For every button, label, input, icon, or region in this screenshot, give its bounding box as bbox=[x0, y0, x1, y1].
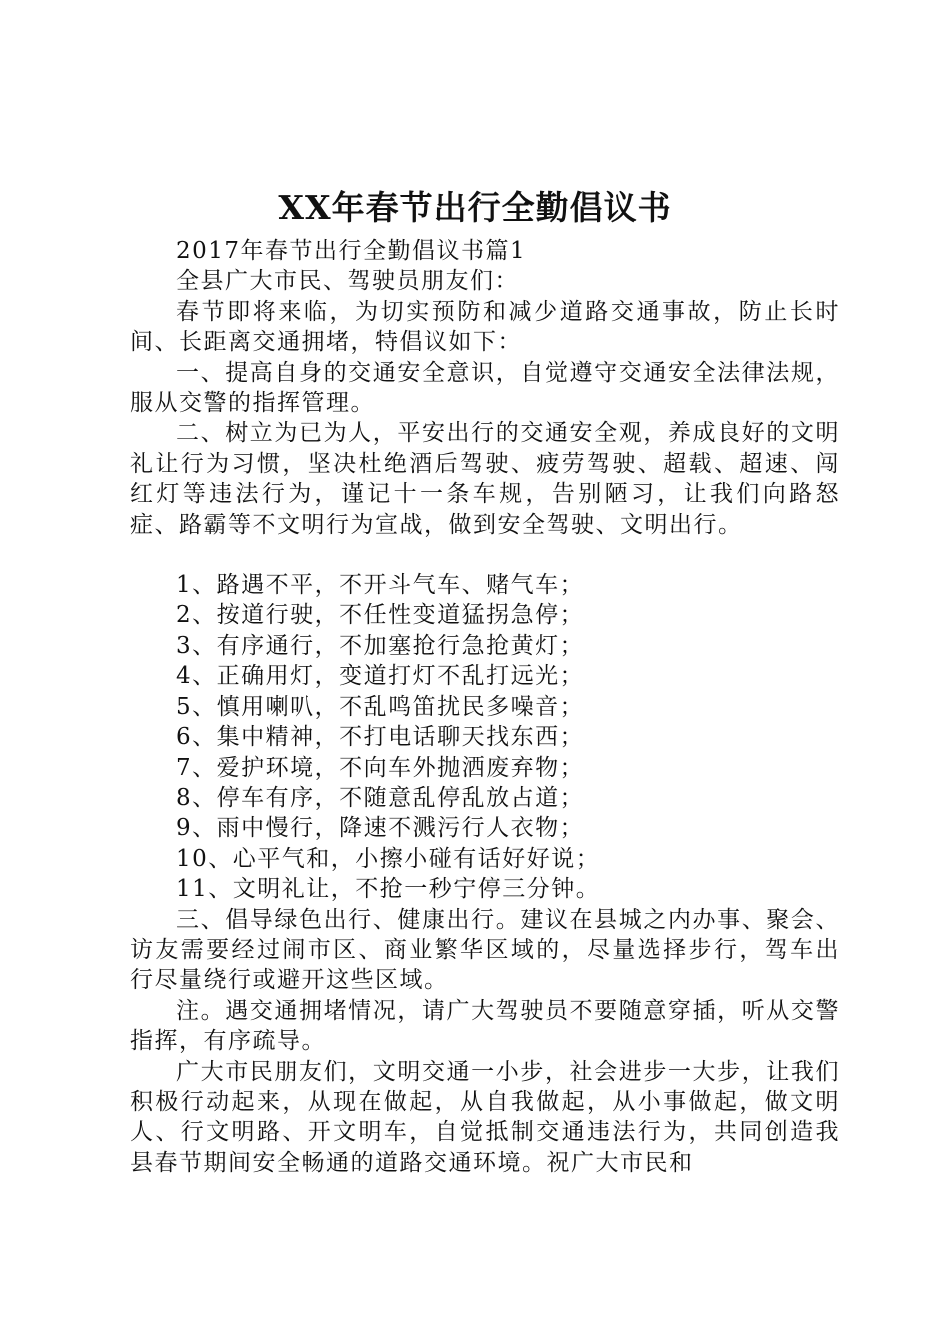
rule-item: 6、集中精神，不打电话聊天找东西； bbox=[176, 724, 585, 751]
closing-paragraph: 广大市民朋友们，文明交通一小步，社会进步一大步，让我们积极行动起来，从现在做起，从自我做起，从小事做起，做文明人、行文明路、开文明车，自觉抵制交通违法行为，共同创造我县春节期间安全畅通的道路交通环境。祝广大市民和 bbox=[130, 1058, 840, 1176]
rule-item: 1、路遇不平，不开斗气车、赌气车； bbox=[176, 572, 585, 599]
paragraph-spacer bbox=[130, 540, 840, 570]
rule-item: 10、心平气和，小擦小碰有话好好说； bbox=[176, 845, 601, 872]
salutation: 全县广大市民、驾驶员朋友们： bbox=[176, 268, 519, 295]
document-title: XX年春节出行全勤倡议书 bbox=[278, 188, 672, 227]
intro-paragraph: 春节即将来临，为切实预防和减少道路交通事故，防止长时间、长距离交通拥堵，特倡议如下： bbox=[130, 298, 840, 356]
note-paragraph: 注。遇交通拥堵情况，请广大驾驶员不要随意穿插，听从交警指挥，有序疏导。 bbox=[130, 997, 840, 1055]
rule-item: 11、文明礼让，不抢一秒宁停三分钟。 bbox=[176, 876, 601, 903]
rule-item: 9、雨中慢行，降速不溅污行人衣物； bbox=[176, 815, 585, 842]
rule-item: 7、爱护环境，不向车外抛洒废弃物； bbox=[176, 754, 585, 781]
rule-item: 5、慎用喇叭，不乱鸣笛扰民多噪音； bbox=[176, 693, 585, 720]
rule-item: 8、停车有序，不随意乱停乱放占道； bbox=[176, 784, 585, 811]
point-1-paragraph: 一、提高自身的交通安全意识，自觉遵守交通安全法律法规，服从交警的指挥管理。 bbox=[130, 359, 840, 417]
rule-item: 3、有序通行，不加塞抢行急抢黄灯； bbox=[176, 632, 585, 659]
document-subtitle: 2017年春节出行全勤倡议书篇1 bbox=[176, 238, 527, 264]
rules-list bbox=[130, 570, 840, 904]
document-body bbox=[130, 236, 840, 1178]
point-2-paragraph: 二、树立为已为人，平安出行的交通安全观，养成良好的文明礼让行为习惯，坚决杜绝酒后驾驶、疲劳驾驶、超载、超速、闯红灯等违法行为，谨记十一条车规，告别陋习，让我们向路怒症、路霸等不文明行为宣战，做到安全驾驶、文明出行。 bbox=[130, 420, 840, 538]
point-3-paragraph: 三、倡导绿色出行、健康出行。建议在县城之内办事、聚会、访友需要经过闹市区、商业繁华区域的，尽量选择步行，驾车出行尽量绕行或避开这些区域。 bbox=[130, 906, 840, 994]
rule-item: 4、正确用灯，变道打灯不乱打远光； bbox=[176, 663, 585, 690]
rule-item: 2、按道行驶，不任性变道猛拐急停； bbox=[176, 602, 585, 629]
